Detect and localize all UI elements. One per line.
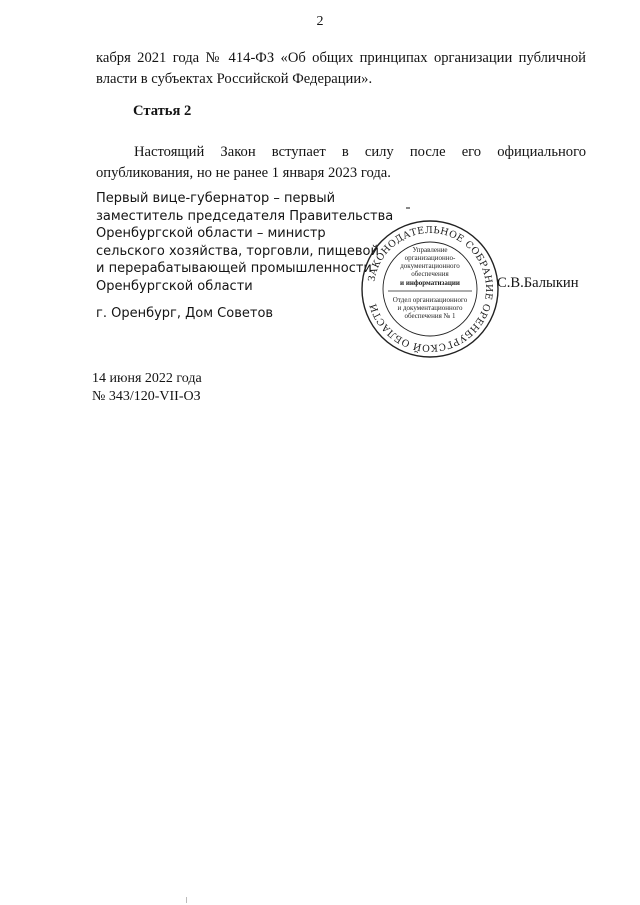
signer-city: г. Оренбург, Дом Советов <box>96 306 274 321</box>
seal-lower-line: обеспечения № 1 <box>404 312 456 320</box>
signer-position-line: сельского хозяйства, торговли, пищевой <box>96 243 379 259</box>
seal-inner-line: Управление <box>412 246 448 254</box>
seal-outer-ring <box>362 221 498 357</box>
article-heading: Статья 2 <box>133 103 192 119</box>
entry-into-force-paragraph: Настоящий Закон вступает в силу после его официального опубликования, но не ранее 1 января 2023 года. <box>96 144 586 181</box>
signer-name: С.В.Балыкин <box>497 275 579 291</box>
seal-graphic <box>360 219 500 359</box>
continuation-paragraph: кабря 2021 года № 414-ФЗ «Об общих принципах организации публичной власти в субъектах Российской Федерации». <box>96 50 586 87</box>
signer-position-line: Первый вице-губернатор – первый <box>96 191 336 206</box>
seal-inner-line: документационного <box>400 262 460 270</box>
bottom-mark <box>186 897 187 903</box>
official-seal <box>360 219 500 359</box>
page-number: 2 <box>316 14 324 29</box>
signer-position <box>96 190 394 295</box>
seal-inner-line: обеспечения <box>411 270 449 278</box>
seal-inner-line: и информатизации <box>400 279 460 287</box>
document-number: № 343/120-VII-ОЗ <box>92 389 201 404</box>
signer-position-line: Оренбургской области <box>96 278 253 294</box>
signer-position-line: Оренбургской области – министр <box>96 226 326 241</box>
seal-lower-line: и документационного <box>397 304 463 312</box>
seal-lower-line: Отдел организационного <box>392 296 468 304</box>
seal-inner-line: организационно- <box>404 254 456 262</box>
document-date: 14 июня 2022 года <box>92 371 202 386</box>
signer-position-line: заместитель председателя Правительства <box>96 208 394 224</box>
signer-position-line: и перерабатывающей промышленности <box>96 261 372 276</box>
seal-ring-text: ЗАКОНОДАТЕЛЬНОЕ СОБРАНИЕ ОРЕНБУРГСКОЙ ОБЛАСТИ <box>366 224 495 354</box>
dot-mark <box>406 207 410 209</box>
